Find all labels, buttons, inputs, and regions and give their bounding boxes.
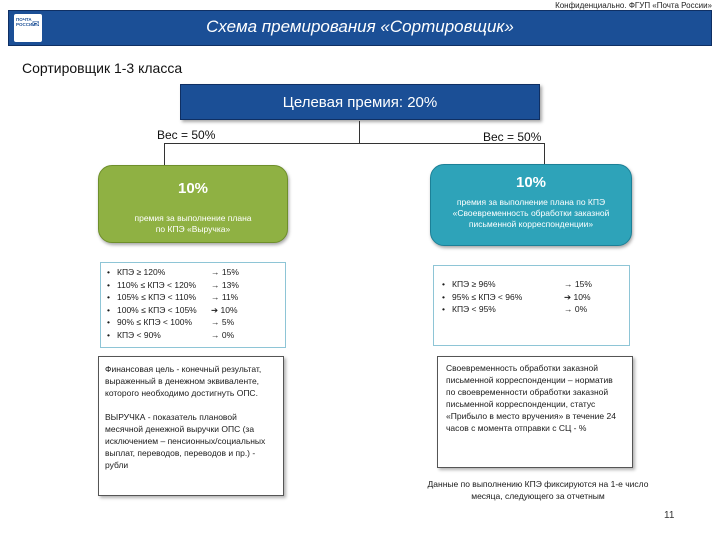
scale-result: → 0% [211, 329, 235, 340]
timeliness-bonus-pill [430, 164, 632, 246]
scale-row: • 105% ≤ КПЭ < 110% → 11% [107, 292, 239, 302]
envelope-icon: ✉ [32, 19, 40, 29]
financial-goal-text: Финансовая цель - конечный результат, выраженный в денежном эквиваленте, которого необходимо достигнуть ОПС. [105, 364, 262, 398]
scale-condition: 100% ≤ КПЭ < 105% [117, 304, 197, 315]
revenue-description-box [98, 356, 284, 496]
scale-row: • 110% ≤ КПЭ < 120% → 13% [107, 279, 239, 290]
scale-row: • КПЭ < 90% → 0% [107, 329, 235, 340]
confidential-label: Конфиденциально. ФГУП «Почта России» [555, 1, 712, 10]
timeliness-definition-text: Своевременность обработки заказной письменной корреспонденции – норматив по своевременности обработки заказной письменной корреспонденции, статус «Прибыло в место вручения» в течение 24 часов с момента отправки с СЦ - % [446, 363, 616, 433]
scale-condition: 110% ≤ КПЭ < 120% [117, 279, 197, 290]
scale-condition: КПЭ ≥ 120% [117, 267, 166, 277]
scale-condition: 95% ≤ КПЭ < 96% [452, 291, 523, 302]
revenue-definition-text: ВЫРУЧКА - показатель плановой месячной денежной выручки ОПС (за исключением – пенсионных/социальных выплат, переводов, переводов и пр.) - рубли [105, 412, 266, 470]
scale-row: • 95% ≤ КПЭ < 96% ➔ 10% [442, 291, 591, 302]
kpi-fixation-note: Данные по выполнению КПЭ фиксируются на 1-е число месяца, следующего за отчетным [427, 479, 649, 501]
page-subtitle: Сортировщик 1-3 класса [22, 60, 183, 76]
connector-line [544, 143, 545, 165]
scale-result: ➔ 10% [564, 291, 591, 302]
revenue-kpi-scale [100, 262, 286, 348]
scale-condition: КПЭ < 95% [452, 304, 496, 314]
scale-result: ➔ 10% [211, 304, 238, 315]
scale-condition: КПЭ < 90% [117, 329, 161, 340]
weight-label-right: Вес = 50% [483, 130, 542, 144]
page-title: Схема премирования «Сортировщик» [206, 17, 514, 36]
scale-result: → 13% [211, 279, 239, 290]
scale-row: • КПЭ ≥ 96% → 15% [442, 279, 592, 289]
page-number: 11 [664, 510, 675, 521]
timeliness-kpi-scale [433, 265, 630, 346]
revenue-bonus-percent: 10% [177, 180, 209, 197]
scale-result: → 15% [564, 279, 592, 289]
timeliness-description-box [437, 356, 633, 468]
weight-label-left: Вес = 50% [157, 128, 216, 142]
revenue-bonus-pill [98, 165, 288, 243]
timeliness-bonus-percent: 10% [515, 174, 547, 191]
scale-row: • 90% ≤ КПЭ < 100% → 5% [107, 317, 235, 327]
target-bonus-box: Целевая премия: 20% [180, 84, 540, 120]
scale-result: → 11% [211, 292, 239, 302]
timeliness-bonus-text: премия за выполнение плана по КПЭ «Своевременность обработки заказной письменной корреспонденции» [452, 197, 610, 229]
scale-condition: 105% ≤ КПЭ < 110% [117, 292, 197, 302]
scale-condition: 90% ≤ КПЭ < 100% [117, 317, 192, 327]
scale-row: • 100% ≤ КПЭ < 105% ➔ 10% [107, 304, 238, 315]
scale-row: • КПЭ < 95% → 0% [442, 304, 588, 314]
revenue-bonus-text: премия за выполнение плана по КПЭ «Выручка» [134, 213, 252, 234]
scale-result: → 5% [211, 317, 235, 327]
connector-line [164, 143, 165, 165]
scale-result: → 0% [564, 304, 588, 314]
logo-text: ПОЧТА РОССИИ [16, 17, 36, 27]
scale-result: → 15% [211, 267, 239, 277]
scale-condition: КПЭ ≥ 96% [452, 279, 496, 289]
connector-line [359, 121, 360, 143]
scale-row: • КПЭ ≥ 120% → 15% [107, 267, 239, 277]
